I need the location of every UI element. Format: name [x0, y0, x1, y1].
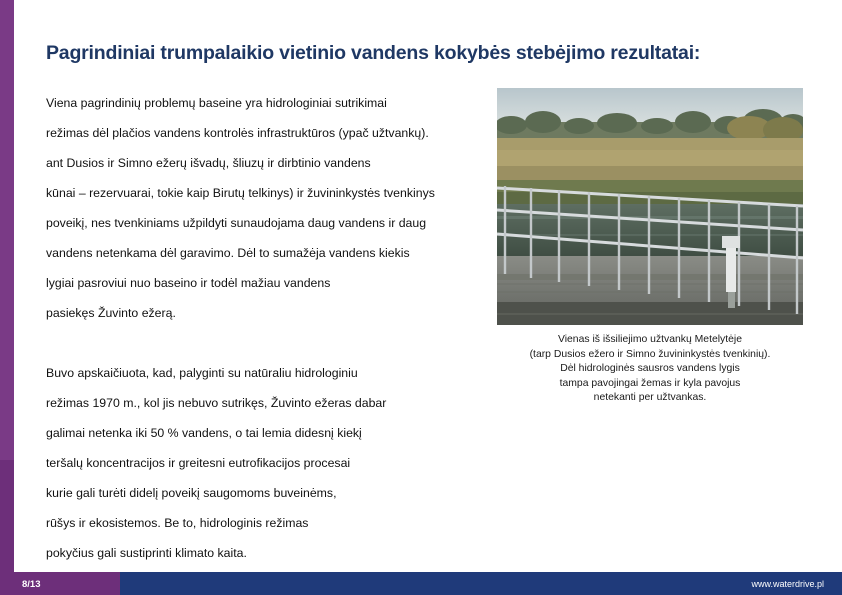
paragraph-2-line-6: rūšys ir ekosistemos. Be to, hidrologinis režimas [46, 516, 309, 530]
paragraph-1-line-8: pasiekęs Žuvinto ežerą. [46, 306, 176, 320]
caption-line-4: tampa pavojingai žemas ir kyla pavojus [559, 377, 741, 389]
paragraph-1-line-1: Viena pagrindinių problemų baseine yra hidrologiniai sutrikimai [46, 96, 387, 110]
photo-dam-metelyte [497, 88, 803, 325]
paragraph-2-line-4: teršalų koncentracijos ir greitesni eutrofikacijos procesai [46, 456, 351, 470]
paragraph-2-line-5: kurie gali turėti didelį poveikį saugomoms buveinėms, [46, 486, 337, 500]
page-title: Pagrindiniai trumpalaikio vietinio vandens kokybės stebėjimo rezultatai: [46, 42, 701, 64]
paragraph-1-line-4: kūnai – rezervuarai, tokie kaip Birutų telkinys) ir žuvininkystės tvenkinys [46, 186, 435, 200]
photo-caption [487, 333, 813, 406]
paragraph-spacer [46, 328, 486, 358]
paragraph-2-line-2: režimas 1970 m., kol jis nebuvo sutrikęs, Žuvinto ežeras dabar [46, 396, 387, 410]
paragraph-2-line-1: Buvo apskaičiuota, kad, palyginti su natūraliu hidrologiniu [46, 366, 358, 380]
left-sidebar-stripe [0, 0, 14, 595]
paragraph-1-line-3: ant Dusios ir Simno ežerų išvadų, šliuzų ir dirbtinio vandens [46, 156, 371, 170]
paragraph-1-line-7: lygiai pasroviui nuo baseino ir todėl mažiau vandens [46, 276, 331, 290]
paragraph-2-line-7: pokyčius gali sustiprinti klimato kaita. [46, 546, 247, 560]
caption-line-1: Vienas iš išsiliejimo užtvankų Metelytėje [557, 334, 743, 345]
paragraph-1-line-2: režimas dėl plačios vandens kontrolės infrastruktūros (ypač užtvankų). [46, 126, 429, 140]
paragraph-2-line-3: galimai netenka iki 50 % vandens, o tai lemia didesnį kiekį [46, 426, 362, 440]
left-sidebar-accent [0, 0, 14, 460]
body-text-block [46, 88, 486, 568]
caption-line-5: netekanti per užtvankas. [593, 392, 707, 403]
caption-line-2: (tarp Dusios ežero ir Simno žuvininkystės tvenkinių). [529, 348, 771, 360]
footer-bar [0, 572, 842, 595]
caption-line-3: Dėl hidrologinės sausros vandens lygis [560, 363, 740, 374]
page-number: 8/13 [22, 579, 41, 590]
paragraph-1-line-6: vandens netenkama dėl garavimo. Dėl to sumažėja vandens kiekis [46, 246, 410, 260]
footer-url[interactable]: www.waterdrive.pl [751, 579, 824, 589]
paragraph-1-line-5: poveikį, nes tvenkiniams užpildyti sunaudojama daug vandens ir daug [46, 216, 427, 230]
footer-left-block [0, 572, 120, 595]
